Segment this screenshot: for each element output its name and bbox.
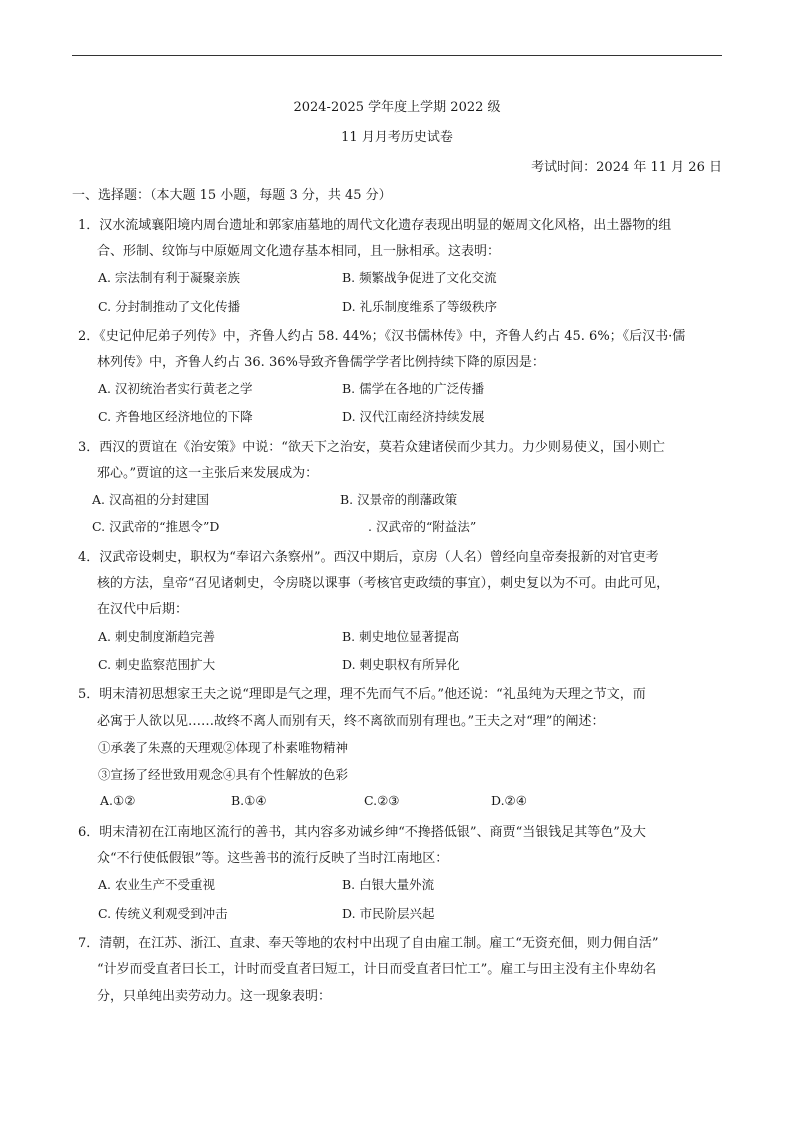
question-4-line2: 核的方法，皇帝“召见诸刺史，令房晓以课事（考核官吏政绩的事宜），刺史复以为不可。由此可见，: [97, 576, 670, 591]
question-2-line1: 2．《史记仲尼弟子列传》中，齐鲁人约占 58. 44%；《汉书儒林传》中，齐鲁人约占 45. 6%；《后汉书·儒: [78, 329, 686, 344]
question-5-option-c: C.②③: [364, 793, 400, 808]
question-6-option-d: D. 市民阶层兴起: [342, 906, 435, 921]
question-4-option-c: C. 刺史监察范围扩大: [98, 657, 216, 672]
question-3-option-b: B. 汉景帝的削藩政策: [340, 492, 458, 507]
question-5-statement-1: ①承袭了朱熹的天理观②体现了朴素唯物精神: [98, 740, 349, 755]
question-3-option-c: C. 汉武帝的“推恩令”D: [92, 519, 220, 534]
question-4-option-a: A. 刺史制度渐趋完善: [98, 629, 215, 644]
question-6-option-b: B. 白银大量外流: [342, 877, 435, 892]
question-7-line2: “计岁而受直者曰长工，计时而受直者曰短工，计日而受直者曰忙工”。雇工与田主没有主仆卑幼名: [97, 962, 657, 977]
header-rule: [72, 55, 722, 56]
exam-time: 考试时间：2024 年 11 月 26 日: [531, 160, 722, 175]
question-6-option-a: A. 农业生产不受重视: [98, 877, 215, 892]
question-4-line1: 4．汉武帝设刺史，职权为“奉诏六条察州”。西汉中期后，京房（人名）曾经向皇帝奏报新的对官吏考: [78, 550, 659, 565]
question-2-line2: 林列传》中，齐鲁人约占 36. 36%导致齐鲁儒学学者比例持续下降的原因是：: [97, 355, 545, 370]
question-1-option-a: A. 宗法制有利于凝聚亲族: [98, 270, 240, 285]
question-7-line3: 分，只单纯出卖劳动力。这一现象表明：: [97, 989, 332, 1004]
section-heading: 一、选择题：（本大题 15 小题，每题 3 分，共 45 分）: [72, 188, 392, 203]
question-7-line1: 7．清朝，在江苏、浙江、直隶、奉天等地的农村中出现了自由雇工制。雇工“无资充佃，则力佣自活”: [78, 936, 659, 951]
question-5-statement-2: ③宣扬了经世致用观念④具有个性解放的色彩: [98, 767, 349, 782]
question-1-line1: 1．汉水流域襄阳境内周台遗址和郭家庙墓地的周代文化遗存表现出明显的姬周文化风格，出土器物的组: [78, 218, 672, 233]
question-2-option-b: B. 儒学在各地的广泛传播: [342, 381, 485, 396]
question-4-line3: 在汉代中后期：: [97, 602, 189, 617]
question-3-option-d: . 汉武帝的“附益法”: [368, 519, 477, 534]
question-4-option-d: D. 刺史职权有所异化: [342, 657, 460, 672]
question-4-option-b: B. 刺史地位显著提高: [342, 629, 460, 644]
question-6-line1: 6．明末清初在江南地区流行的善书，其内容多劝诫乡绅“不搀搭低银”、商贾“当银钱足其等色”及大: [78, 825, 646, 840]
question-1-option-d: D. 礼乐制度维系了等级秩序: [342, 299, 498, 314]
question-1-line2: 合、形制、纹饰与中原姬周文化遗存基本相同，且一脉相承。这表明：: [97, 244, 501, 259]
question-6-line2: 众“不行使低假银”等。这些善书的流行反映了当时江南地区：: [97, 851, 449, 866]
question-6-option-c: C. 传统义利观受到冲击: [98, 906, 228, 921]
question-2-option-c: C. 齐鲁地区经济地位的下降: [98, 409, 253, 424]
exam-title-line2: 11 月月考历史试卷: [341, 130, 453, 145]
question-5-line1: 5．明末清初思想家王夫之说“理即是气之理，理不先而气不后。”他还说：“礼虽纯为天理之节文，而: [78, 687, 646, 702]
question-5-option-b: B.①④: [231, 793, 267, 808]
question-2-option-d: D. 汉代江南经济持续发展: [342, 409, 485, 424]
question-1-option-c: C. 分封制推动了文化传播: [98, 299, 241, 314]
question-2-option-a: A. 汉初统治者实行黄老之学: [98, 381, 253, 396]
question-5-line2: 必寓于人欲以见……故终不离人而别有天，终不离欲而别有理也。”王夫之对“理”的阐述：: [97, 714, 605, 729]
question-3-line1: 3．西汉的贾谊在《治安策》中说：“欲天下之治安，莫若众建诸侯而少其力。力少则易使义，国小则亡: [78, 440, 665, 455]
exam-title-line1: 2024-2025 学年度上学期 2022 级: [293, 100, 501, 115]
question-5-option-d: D.②④: [491, 793, 527, 808]
question-5-option-a: A.①②: [100, 793, 136, 808]
question-3-option-a: A. 汉高祖的分封建国: [92, 492, 209, 507]
question-3-line2: 邪心。”贾谊的这一主张后来发展成为：: [97, 466, 319, 481]
question-1-option-b: B. 频繁战争促进了文化交流: [342, 270, 497, 285]
